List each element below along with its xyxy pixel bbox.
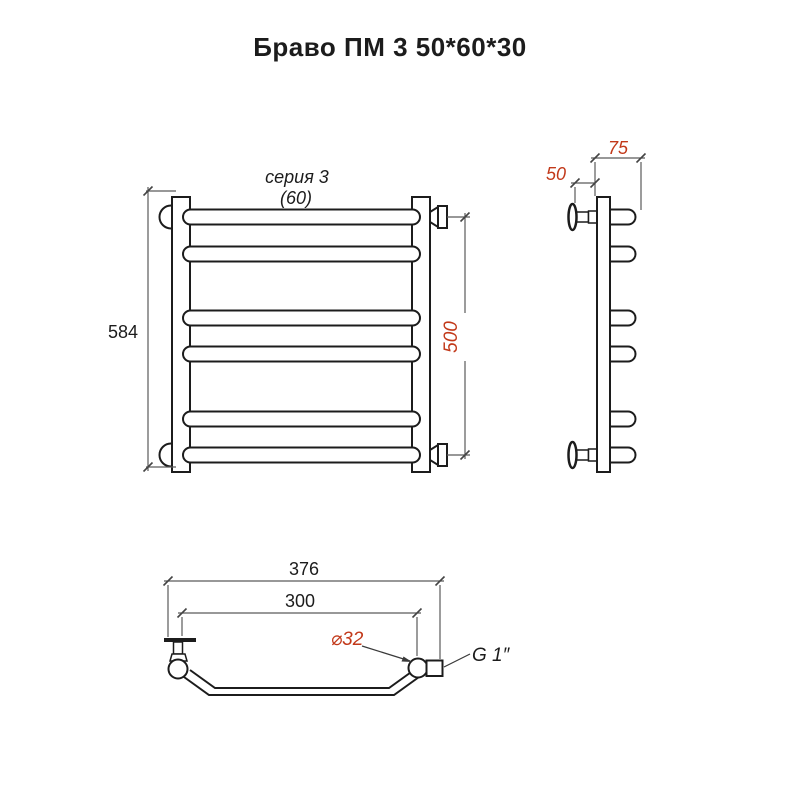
overall-width-label: 376 xyxy=(288,559,320,579)
side-wall-brackets xyxy=(569,204,598,468)
drawing-title: Браво ПМ 3 50*60*30 xyxy=(253,32,527,62)
connection-width-label: 300 xyxy=(284,591,316,611)
series-label: серия 3 xyxy=(265,167,329,187)
front-rungs xyxy=(183,210,420,463)
width-label: (60) xyxy=(279,188,313,208)
side-dim-offset xyxy=(546,164,600,203)
top-wall-bracket xyxy=(164,640,196,661)
top-fitting xyxy=(427,661,443,677)
thread-size-label: G 1″ xyxy=(472,645,510,666)
front-view xyxy=(108,167,470,472)
depth-dimension-label: 75 xyxy=(607,138,629,158)
pipe-diameter-callout xyxy=(331,629,412,662)
top-collectors xyxy=(169,659,428,679)
top-view xyxy=(164,559,511,695)
top-rung-tube xyxy=(184,670,419,695)
front-dim-spacing xyxy=(441,213,470,460)
spacing-dimension-label: 500 xyxy=(441,321,462,353)
thread-size-callout xyxy=(444,645,511,667)
front-dim-height xyxy=(108,187,176,472)
top-dim-connection-width xyxy=(178,591,422,656)
height-dimension-label: 584 xyxy=(107,322,139,342)
pipe-diameter-label: ⌀32 xyxy=(330,629,364,650)
side-view xyxy=(546,138,646,472)
offset-dimension-label: 50 xyxy=(545,164,567,184)
side-rungs xyxy=(610,210,636,463)
side-collector xyxy=(597,197,610,472)
front-collectors xyxy=(172,197,430,472)
